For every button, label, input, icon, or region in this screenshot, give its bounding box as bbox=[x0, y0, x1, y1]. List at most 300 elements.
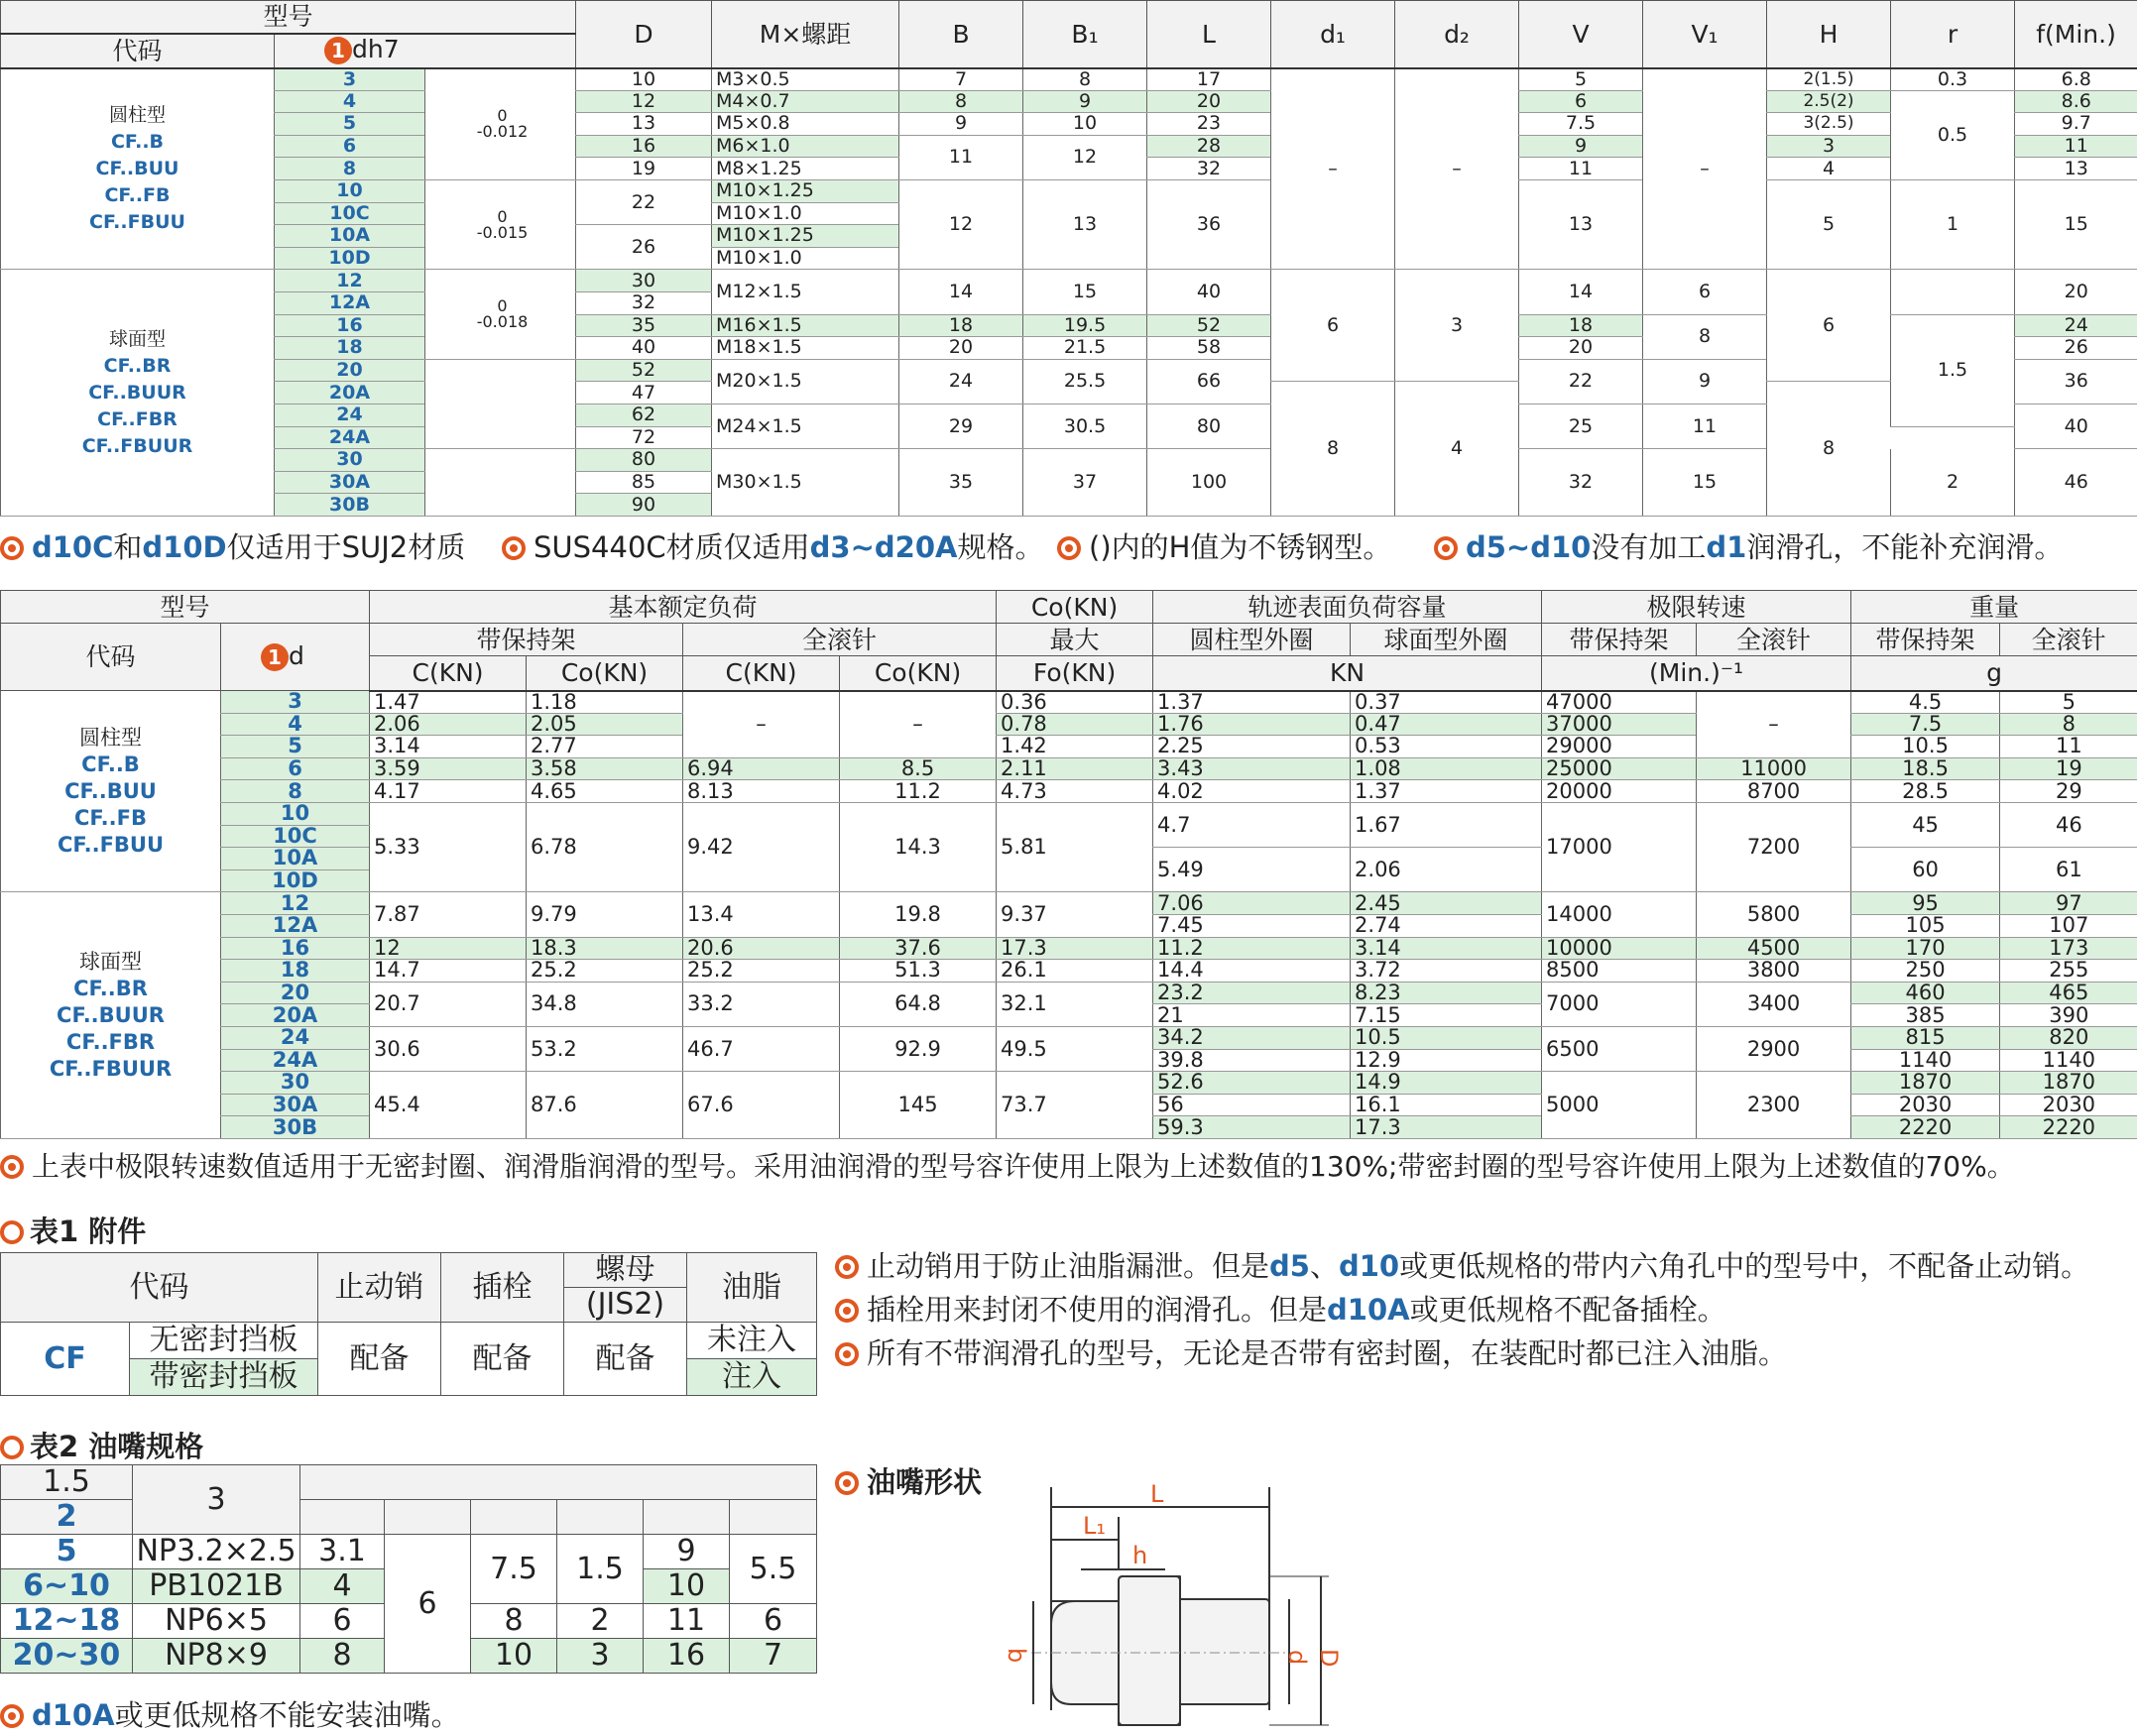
table-cell: 3 bbox=[275, 68, 425, 91]
table-cell: 6.94 bbox=[683, 757, 840, 780]
table-cell: 3800 bbox=[1697, 960, 1851, 983]
table-cell: M10×1.0 bbox=[712, 247, 899, 270]
table-cell: 18.5 bbox=[1851, 757, 2000, 780]
table-cell: 11 bbox=[644, 1604, 730, 1639]
table-cell: 37 bbox=[1023, 449, 1147, 517]
table-cell: 95 bbox=[1851, 892, 2000, 915]
table-cell: 85 bbox=[576, 471, 712, 494]
table-cell: 90 bbox=[576, 494, 712, 517]
text: 圆柱型 bbox=[108, 103, 166, 126]
table-cell: 11 bbox=[1643, 404, 1767, 448]
table-cell: 29000 bbox=[1542, 736, 1697, 758]
table-cell: 16 bbox=[275, 314, 425, 337]
table-cell: 带保持架 bbox=[370, 624, 683, 656]
table-cell: 26 bbox=[2015, 337, 2137, 360]
table-cell: 8 bbox=[1023, 68, 1147, 91]
table-cell: 1.5 bbox=[1891, 314, 2015, 426]
text: 止动销用于防止油脂漏泄。但是 bbox=[867, 1249, 1270, 1283]
text: d5 bbox=[1269, 1249, 1310, 1283]
table-cell: 4.5 bbox=[1851, 691, 2000, 714]
table-cell: 10 bbox=[644, 1569, 730, 1604]
table-cell: 25000 bbox=[1542, 757, 1697, 780]
table-cell: 16 bbox=[576, 135, 712, 158]
table-cell: 1.42 bbox=[997, 736, 1153, 758]
table-cell: 3.59 bbox=[370, 757, 527, 780]
table-cell: 2.25 bbox=[1153, 736, 1351, 758]
table-cell: 9.79 bbox=[527, 892, 683, 937]
table-cell: M10×1.25 bbox=[712, 225, 899, 248]
table-cell: 24 bbox=[275, 404, 425, 426]
table-cell: 20 bbox=[899, 337, 1023, 360]
bullet-icon bbox=[1057, 536, 1081, 560]
text: 插栓用来封闭不使用的润滑孔。但是 bbox=[867, 1293, 1328, 1327]
text: CF..FBR bbox=[97, 407, 178, 430]
table-cell: 5000 bbox=[1542, 1072, 1697, 1139]
table-cell: 30A bbox=[275, 471, 425, 494]
table-cell: 0.47 bbox=[1351, 713, 1542, 736]
table-cell: 2220 bbox=[2000, 1116, 2137, 1139]
table-cell: 19 bbox=[2000, 757, 2137, 780]
table-cell: 11000 bbox=[1697, 757, 1851, 780]
table-cell: 3.58 bbox=[527, 757, 683, 780]
table-cell: 32 bbox=[1519, 449, 1643, 517]
table-cell: 8 bbox=[275, 158, 425, 180]
table-cell: 32 bbox=[1147, 158, 1271, 180]
dim-L1: L₁ bbox=[1083, 1512, 1106, 1540]
header-M: M×螺距 bbox=[712, 1, 899, 68]
table-cell: 8.5 bbox=[840, 757, 997, 780]
table-cell: 10.5 bbox=[1851, 736, 2000, 758]
table-cell: 20A bbox=[275, 382, 425, 405]
table-cell: 105 bbox=[1851, 914, 2000, 937]
table-cell: 2 bbox=[1891, 449, 2015, 517]
table-cell: 1.67 bbox=[1351, 802, 1542, 847]
table-cell: 30B bbox=[221, 1116, 370, 1139]
table-cell: 10.5 bbox=[1351, 1026, 1542, 1049]
table-cell bbox=[425, 359, 576, 448]
table-cell: M20×1.5 bbox=[712, 359, 899, 404]
text: d10A bbox=[1327, 1293, 1410, 1327]
table-cell: 5 bbox=[221, 736, 370, 758]
header-d1: d₁ bbox=[1271, 1, 1395, 68]
table-cell: 145 bbox=[840, 1072, 997, 1139]
table-cell: 49.5 bbox=[997, 1026, 1153, 1071]
table-cell: 9 bbox=[1023, 90, 1147, 113]
table-cell: 250 bbox=[1851, 960, 2000, 983]
text: -0.012 bbox=[476, 122, 529, 142]
table-cell: 17.3 bbox=[1351, 1116, 1542, 1139]
table-cell: 21 bbox=[1153, 1004, 1351, 1027]
table-cell: 9.37 bbox=[997, 892, 1153, 937]
table-cell: 11 bbox=[1519, 158, 1643, 180]
text: CF..BR bbox=[103, 354, 172, 377]
table-cell: 20.6 bbox=[683, 937, 840, 960]
table-cell: 基本额定负荷 bbox=[370, 591, 997, 624]
table-cell: NP6×5 bbox=[133, 1604, 300, 1639]
text: 和 bbox=[113, 530, 143, 564]
table-cell: 11 bbox=[2000, 736, 2137, 758]
text: CF..FBUUR bbox=[81, 434, 193, 457]
table-cell: 46 bbox=[2015, 449, 2137, 517]
table-cell: 13 bbox=[1023, 179, 1147, 269]
table-cell: 72 bbox=[576, 426, 712, 449]
table-cell: 2300 bbox=[1697, 1072, 1851, 1139]
table-cell: 10 bbox=[275, 179, 425, 202]
table-cell: 10C bbox=[275, 202, 425, 225]
table-cell: 62 bbox=[576, 404, 712, 426]
table-cell: 插栓 bbox=[441, 1253, 564, 1323]
table-cell: 1.18 bbox=[527, 691, 683, 714]
dim-D: D bbox=[1315, 1649, 1343, 1668]
table-cell: 24A bbox=[275, 426, 425, 449]
table-cell: – bbox=[1643, 68, 1767, 270]
note-h-value bbox=[1057, 530, 1392, 564]
table-cell: 代码 bbox=[1, 1253, 318, 1323]
table-cell: 全滚针 bbox=[1697, 624, 1851, 656]
text: 、 bbox=[1309, 1249, 1339, 1283]
table-cell: 配备 bbox=[564, 1323, 687, 1396]
table-cell: 1140 bbox=[2000, 1049, 2137, 1072]
text: 表1 附件 bbox=[30, 1215, 147, 1248]
table-cell: 20 bbox=[221, 982, 370, 1004]
table-cell bbox=[730, 1500, 817, 1535]
type-spherical bbox=[1, 270, 275, 517]
table-cell: 1.76 bbox=[1153, 713, 1351, 736]
table-cell: 820 bbox=[2000, 1026, 2137, 1049]
table-cell: 46 bbox=[2000, 802, 2137, 847]
table-cell: 15 bbox=[1643, 449, 1767, 517]
header-B: B bbox=[899, 1, 1023, 68]
table-cell: 2(1.5) bbox=[1767, 68, 1891, 91]
table-cell: 385 bbox=[1851, 1004, 2000, 1027]
table-cell: 30 bbox=[275, 449, 425, 472]
table-cell: 8 bbox=[471, 1604, 557, 1639]
table-cell: M4×0.7 bbox=[712, 90, 899, 113]
table-cell: 10D bbox=[275, 247, 425, 270]
header-V: V bbox=[1519, 1, 1643, 68]
table-cell: 170 bbox=[1851, 937, 2000, 960]
table-cell: 6 bbox=[1519, 90, 1643, 113]
table-cell: 25.2 bbox=[527, 960, 683, 983]
table-cell: Co(KN) bbox=[840, 656, 997, 691]
table-cell: 173 bbox=[2000, 937, 2137, 960]
header-L: L bbox=[1147, 1, 1271, 68]
table-cell bbox=[1891, 270, 2015, 314]
table-cell: 8 bbox=[2000, 713, 2137, 736]
table-cell: 15 bbox=[1023, 270, 1147, 314]
table-cell: 2 bbox=[1, 1500, 133, 1535]
table-cell: 带保持架 bbox=[1542, 624, 1697, 656]
table-cell: 61 bbox=[2000, 848, 2137, 892]
table-cell: 7 bbox=[899, 68, 1023, 91]
table-cell: 23.2 bbox=[1153, 982, 1351, 1004]
table-cell: 3 bbox=[1767, 135, 1891, 158]
shape-title bbox=[835, 1465, 983, 1499]
table-cell: 7.15 bbox=[1351, 1004, 1542, 1027]
table-cell: 11 bbox=[2015, 135, 2137, 158]
text: 或更低规格不配备插栓。 bbox=[1409, 1293, 1726, 1327]
text: d5~d10 bbox=[1466, 530, 1592, 564]
table-cell: 9 bbox=[1519, 135, 1643, 158]
table-cell: 28 bbox=[1147, 135, 1271, 158]
table-cell: 7.5 bbox=[1851, 713, 2000, 736]
text: 圆柱型 bbox=[79, 725, 142, 750]
table-cell: 20 bbox=[1519, 337, 1643, 360]
table-cell: 1140 bbox=[1851, 1049, 2000, 1072]
table-cell: 460 bbox=[1851, 982, 2000, 1004]
table-cell: 3.14 bbox=[1351, 937, 1542, 960]
table-cell: 6 bbox=[1271, 270, 1395, 382]
table-cell: 5800 bbox=[1697, 892, 1851, 937]
table-cell: 5.81 bbox=[997, 802, 1153, 891]
table-cell: M8×1.25 bbox=[712, 158, 899, 180]
table-cell: 52.6 bbox=[1153, 1072, 1351, 1095]
table-cell: 5.33 bbox=[370, 802, 527, 891]
table-cell: 2.45 bbox=[1351, 892, 1542, 915]
type-cylindrical bbox=[1, 68, 275, 270]
table-cell: 13 bbox=[576, 113, 712, 136]
table-cell: 4 bbox=[1767, 158, 1891, 180]
table-cell: 20000 bbox=[1542, 780, 1697, 803]
table-cell: 30.5 bbox=[1023, 404, 1147, 448]
table-cell: 6 bbox=[221, 757, 370, 780]
table-cell: 10D bbox=[221, 869, 370, 892]
table-cell: 2.06 bbox=[1351, 848, 1542, 892]
table-cell: 39.8 bbox=[1153, 1049, 1351, 1072]
table-cell: 30 bbox=[221, 1072, 370, 1095]
table-cell: 9 bbox=[644, 1535, 730, 1569]
table-cell: 1.37 bbox=[1153, 691, 1351, 714]
table-cell: 0.3 bbox=[1891, 68, 2015, 91]
table-cell: 17.3 bbox=[997, 937, 1153, 960]
table-cell: 0.78 bbox=[997, 713, 1153, 736]
table-cell: 12 bbox=[899, 179, 1023, 269]
table-cell: 12 bbox=[221, 892, 370, 915]
text: 球面型 bbox=[79, 949, 142, 974]
table-cell: 37.6 bbox=[840, 937, 997, 960]
text: 或更低规格的带内六角孔中的型号中，不配备止动销。 bbox=[1399, 1249, 2090, 1283]
table-cell: 28.5 bbox=[1851, 780, 2000, 803]
text: CF..FB bbox=[104, 183, 171, 206]
table-cell bbox=[644, 1500, 730, 1535]
table-cell: 13 bbox=[2015, 158, 2137, 180]
table-cell: 2030 bbox=[2000, 1094, 2137, 1116]
table-cell: 33.2 bbox=[683, 982, 840, 1026]
header-code: 代码 bbox=[1, 34, 275, 68]
table-cell: 14.9 bbox=[1351, 1072, 1542, 1095]
table-cell: 107 bbox=[2000, 914, 2137, 937]
table-cell bbox=[471, 1500, 557, 1535]
table-cell: 7.5 bbox=[471, 1535, 557, 1604]
table-cell: 25.5 bbox=[1023, 359, 1147, 404]
table-cell: 3.14 bbox=[370, 736, 527, 758]
table-cell bbox=[425, 449, 576, 517]
note-grease bbox=[835, 1336, 1788, 1370]
text: CF..FBUU bbox=[89, 210, 185, 233]
table-cell: 12A bbox=[275, 291, 425, 314]
table-cell: 20A bbox=[221, 1004, 370, 1027]
table-cell: 26 bbox=[576, 225, 712, 270]
table-cell: 73.7 bbox=[997, 1072, 1153, 1139]
table-cell: 止动销 bbox=[318, 1253, 441, 1323]
table-cell: 13.4 bbox=[683, 892, 840, 937]
bullet-icon bbox=[0, 1704, 24, 1728]
table-cell: 未注入 bbox=[687, 1323, 817, 1359]
dim-h: h bbox=[1132, 1542, 1148, 1569]
table-cell: 29 bbox=[899, 404, 1023, 448]
table-cell: 12 bbox=[275, 270, 425, 292]
table-cell: 8 bbox=[300, 1639, 385, 1674]
text: d10C bbox=[32, 530, 114, 564]
table-cell: 87.6 bbox=[527, 1072, 683, 1139]
table-cell: 5.5 bbox=[730, 1535, 817, 1604]
table-cell: 1.47 bbox=[370, 691, 527, 714]
table-cell: – bbox=[1697, 691, 1851, 758]
table-cell: 6 bbox=[730, 1604, 817, 1639]
table-cell: 20 bbox=[1147, 90, 1271, 113]
text: 仅适用于SUJ2材质 bbox=[226, 530, 466, 564]
text: d1 bbox=[1706, 530, 1747, 564]
table-cell: 1870 bbox=[2000, 1072, 2137, 1095]
table-cell: 11 bbox=[899, 135, 1023, 179]
table-cell: 2900 bbox=[1697, 1026, 1851, 1071]
table-cell bbox=[300, 1465, 817, 1500]
table-cell: 0.36 bbox=[997, 691, 1153, 714]
dimension-table bbox=[0, 0, 2137, 517]
table-cell: 2.77 bbox=[527, 736, 683, 758]
text: 0 bbox=[497, 296, 508, 316]
table-cell: 4 bbox=[221, 713, 370, 736]
table-cell: 24 bbox=[221, 1026, 370, 1049]
table-cell: 油脂 bbox=[687, 1253, 817, 1323]
bullet-icon bbox=[1434, 536, 1458, 560]
table-cell: 10000 bbox=[1542, 937, 1697, 960]
table-cell: 4.17 bbox=[370, 780, 527, 803]
table-cell: 9 bbox=[899, 113, 1023, 136]
table-cell: 4 bbox=[275, 90, 425, 113]
header-V1: V₁ bbox=[1643, 1, 1767, 68]
table-cell: 5 bbox=[2000, 691, 2137, 714]
table-cell bbox=[425, 270, 576, 359]
table-cell: 7.87 bbox=[370, 892, 527, 937]
table-cell: 52 bbox=[1147, 314, 1271, 337]
table-cell: 17 bbox=[1147, 68, 1271, 91]
table-cell: 1870 bbox=[1851, 1072, 2000, 1095]
text: 润滑孔，不能补充润滑。 bbox=[1746, 530, 2064, 564]
table-cell: 2.05 bbox=[527, 713, 683, 736]
table-cell: 100 bbox=[1147, 449, 1271, 517]
note-plug bbox=[835, 1293, 1726, 1327]
table-cell: 全滚针 bbox=[2000, 624, 2137, 656]
table-cell: 46.7 bbox=[683, 1026, 840, 1071]
table-cell: 1.5 bbox=[1, 1465, 133, 1500]
table2-title bbox=[0, 1425, 203, 1465]
header-model: 型号 bbox=[1, 1, 576, 34]
table-cell: 4.73 bbox=[997, 780, 1153, 803]
text: 0 bbox=[497, 206, 508, 226]
note-d10c bbox=[0, 530, 466, 564]
table-cell: 8.6 bbox=[2015, 90, 2137, 113]
table-cell: 18 bbox=[275, 337, 425, 360]
table-cell: 465 bbox=[2000, 982, 2137, 1004]
text: CF..BR bbox=[73, 976, 148, 1000]
table-cell: 22 bbox=[1519, 359, 1643, 404]
table-cell: 2030 bbox=[1851, 1094, 2000, 1116]
table-cell: 30.6 bbox=[370, 1026, 527, 1071]
table-cell: 8 bbox=[221, 780, 370, 803]
table-cell: 10 bbox=[576, 68, 712, 91]
table-cell: 67.6 bbox=[683, 1072, 840, 1139]
table-cell: 30 bbox=[576, 270, 712, 292]
table-cell: Fo(KN) bbox=[997, 656, 1153, 691]
table-cell: 255 bbox=[2000, 960, 2137, 983]
table-cell: 8700 bbox=[1697, 780, 1851, 803]
circle-icon bbox=[0, 1436, 24, 1459]
table-cell: 配备 bbox=[318, 1323, 441, 1396]
table-cell: 7200 bbox=[1697, 802, 1851, 891]
table-cell: 带密封挡板 bbox=[130, 1359, 318, 1396]
table-cell bbox=[557, 1500, 644, 1535]
table-cell: 92.9 bbox=[840, 1026, 997, 1071]
table-cell: 7 bbox=[730, 1639, 817, 1674]
table-cell: 11.2 bbox=[1153, 937, 1351, 960]
text: CF..BUU bbox=[95, 157, 179, 179]
table-cell: 30A bbox=[221, 1094, 370, 1116]
table-cell: 16 bbox=[644, 1639, 730, 1674]
table-cell: 2.74 bbox=[1351, 914, 1542, 937]
table-cell: 3 bbox=[1395, 270, 1519, 382]
table-cell: 18 bbox=[899, 314, 1023, 337]
table-cell: 13 bbox=[1519, 179, 1643, 269]
table-cell: 7.06 bbox=[1153, 892, 1351, 915]
text: -0.018 bbox=[476, 312, 529, 332]
bullet-icon bbox=[0, 1155, 24, 1179]
table-cell: M10×1.25 bbox=[712, 179, 899, 202]
text: d10A bbox=[32, 1698, 115, 1732]
table-cell: 0.5 bbox=[1891, 90, 2015, 179]
table-cell: 6 bbox=[1643, 270, 1767, 314]
table-cell: 8.13 bbox=[683, 780, 840, 803]
text: d3~d20A bbox=[809, 530, 958, 564]
table-cell: M5×0.8 bbox=[712, 113, 899, 136]
table-cell: 390 bbox=[2000, 1004, 2137, 1027]
table-cell: 64.8 bbox=[840, 982, 997, 1026]
table-cell: NP8×9 bbox=[133, 1639, 300, 1674]
table-cell: 2220 bbox=[1851, 1116, 2000, 1139]
table-cell: 37000 bbox=[1542, 713, 1697, 736]
text: -0.015 bbox=[476, 222, 529, 242]
table-cell: 12 bbox=[1023, 135, 1147, 179]
table-cell bbox=[425, 179, 576, 269]
bullet-icon bbox=[0, 536, 24, 560]
bullet-icon bbox=[835, 1342, 859, 1366]
table-cell: 45 bbox=[1851, 802, 2000, 847]
table-cell: 9 bbox=[1643, 359, 1767, 404]
table-cell: 20 bbox=[2015, 270, 2137, 314]
table-cell bbox=[385, 1500, 471, 1535]
grease-nipple-drawing bbox=[972, 1462, 1368, 1736]
table-cell: 19.8 bbox=[840, 892, 997, 937]
table-cell: 40 bbox=[576, 337, 712, 360]
table-cell: CF bbox=[1, 1323, 130, 1396]
table-cell: 7000 bbox=[1542, 982, 1697, 1026]
table-cell: 34.2 bbox=[1153, 1026, 1351, 1049]
table-cell: 3.72 bbox=[1351, 960, 1542, 983]
table-cell: 14 bbox=[1519, 270, 1643, 314]
circled-one-icon: 1 bbox=[261, 643, 289, 671]
table-cell: 3 bbox=[221, 691, 370, 714]
text: CF..B bbox=[81, 752, 140, 776]
